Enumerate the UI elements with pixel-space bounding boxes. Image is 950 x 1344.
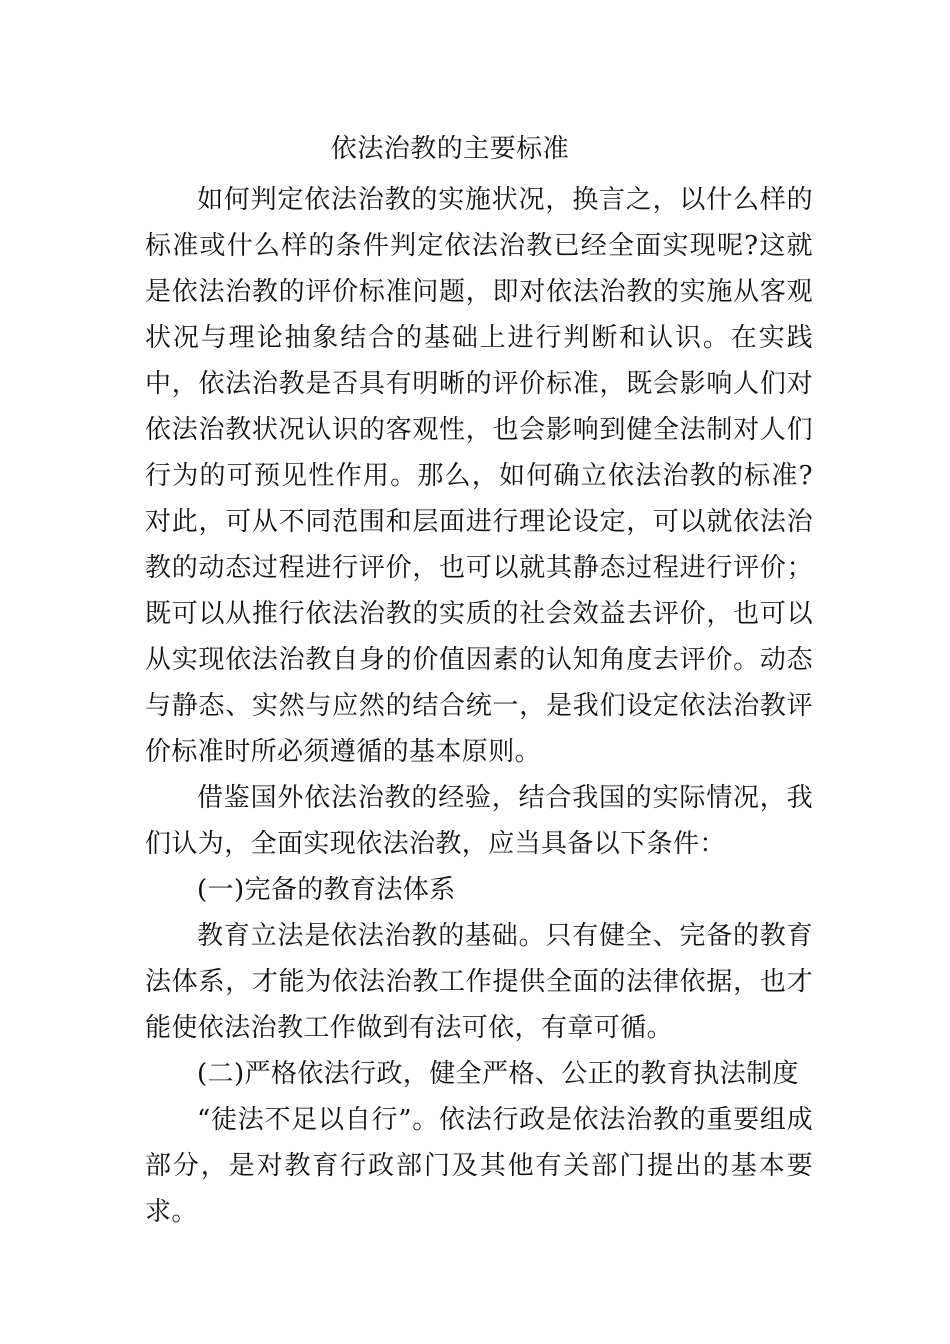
paragraph-legislation: 教育立法是依法治教的基础。只有健全、完备的教育法体系，才能为依法治教工作提供全面的法律依据，也才能使依法治教工作做到有法可依，有章可循。 bbox=[145, 921, 813, 1043]
paragraph-evaluation-standard: 如何判定依法治教的实施状况，换言之，以什么样的标准或什么样的条件判定依法治教已经全面实现呢?这就是依法治教的评价标准问题，即对依法治教的实施从客观状况与理论抽象结合的基础上进行判断和认识。在实践中，依法治教是否具有明晰的评价标准，既会影响人们对依法治教状况认识的客观性，也会影响到健全法制对人们行为的可预见性作用。那么，如何确立依法治教的标准?对此，可从不同范围和层面进行理论设定，可以就依法治教的动态过程进行评价，也可以就其静态过程进行评价；既可以从推行依法治教的实质的社会效益去评价，也可以从实现依法治教自身的价值因素的认知角度去评价。动态与静态、实然与应然的结合统一，是我们设定依法治教评价标准时所必须遵循的基本原则。 bbox=[145, 185, 813, 767]
paragraph-conditions-intro: 借鉴国外依法治教的经验，结合我国的实际情况，我们认为，全面实现依法治教，应当具备以下条件： bbox=[145, 783, 813, 859]
paragraph-administration: “徒法不足以自行”。依法行政是依法治教的重要组成部分，是对教育行政部门及其他有关部门提出的基本要求。 bbox=[145, 1105, 813, 1227]
section-heading-1: (一)完备的教育法体系 bbox=[197, 875, 456, 905]
document-body bbox=[145, 177, 813, 1235]
section-heading-2: (二)严格依法行政，健全严格、公正的教育执法制度 bbox=[197, 1059, 799, 1089]
document-title: 依法治教的主要标准 bbox=[330, 134, 570, 164]
